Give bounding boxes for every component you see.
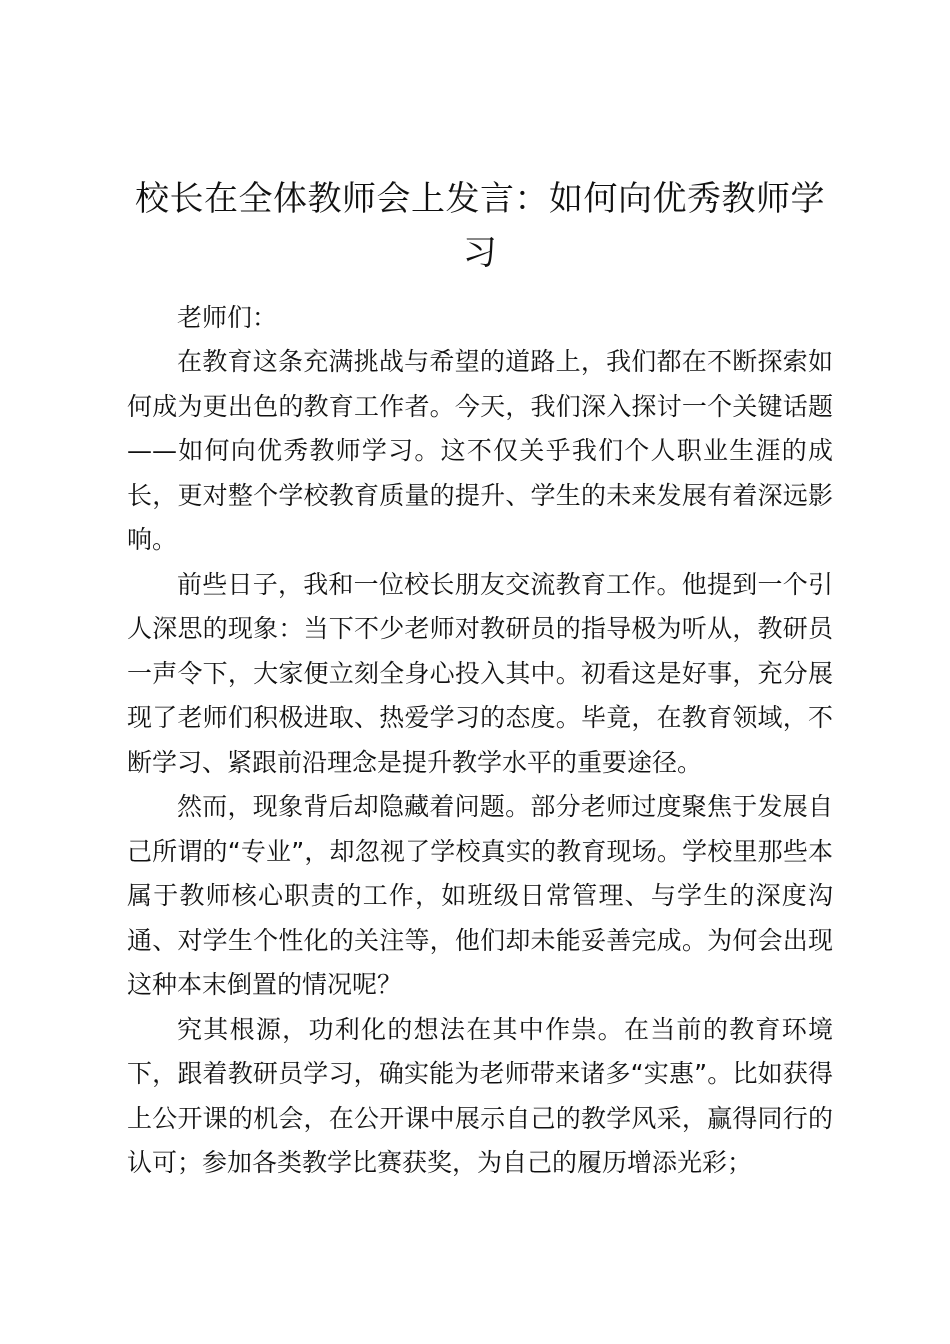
document-body [127, 172, 833, 1186]
paragraph-1: 在教育这条充满挑战与希望的道路上，我们都在不断探索如何成为更出色的教育工作者。今天，我们深入探讨一个关键话题——如何向优秀教师学习。这不仅关乎我们个人职业生涯的成长，更对整个学校教育质量的提升、学生的未来发展有着深远影响。 [127, 347, 833, 554]
paragraph-3: 然而，现象背后却隐藏着问题。部分老师过度聚焦于发展自己所谓的“专业”，却忽视了学校真实的教育现场。学校里那些本属于教师核心职责的工作，如班级日常管理、与学生的深度沟通、对学生个性化的关注等，他们却未能妥善完成。为何会出现这种本末倒置的情况呢？ [127, 792, 833, 999]
document-title: 校长在全体教师会上发言：如何向优秀教师学习 [135, 179, 825, 273]
paragraph-2: 前些日子，我和一位校长朋友交流教育工作。他提到一个引人深思的现象：当下不少老师对教研员的指导极为听从，教研员一声令下，大家便立刻全身心投入其中。初看这是好事，充分展现了老师们积极进取、热爱学习的态度。毕竟，在教育领域，不断学习、紧跟前沿理念是提升教学水平的重要途径。 [127, 569, 833, 777]
salutation: 老师们： [177, 303, 278, 332]
paragraph-4: 究其根源，功利化的想法在其中作祟。在当前的教育环境下，跟着教研员学习，确实能为老师带来诸多“实惠”。比如获得上公开课的机会，在公开课中展示自己的教学风采，赢得同行的认可；参加各类教学比赛获奖，为自己的履历增添光彩； [127, 1014, 833, 1177]
